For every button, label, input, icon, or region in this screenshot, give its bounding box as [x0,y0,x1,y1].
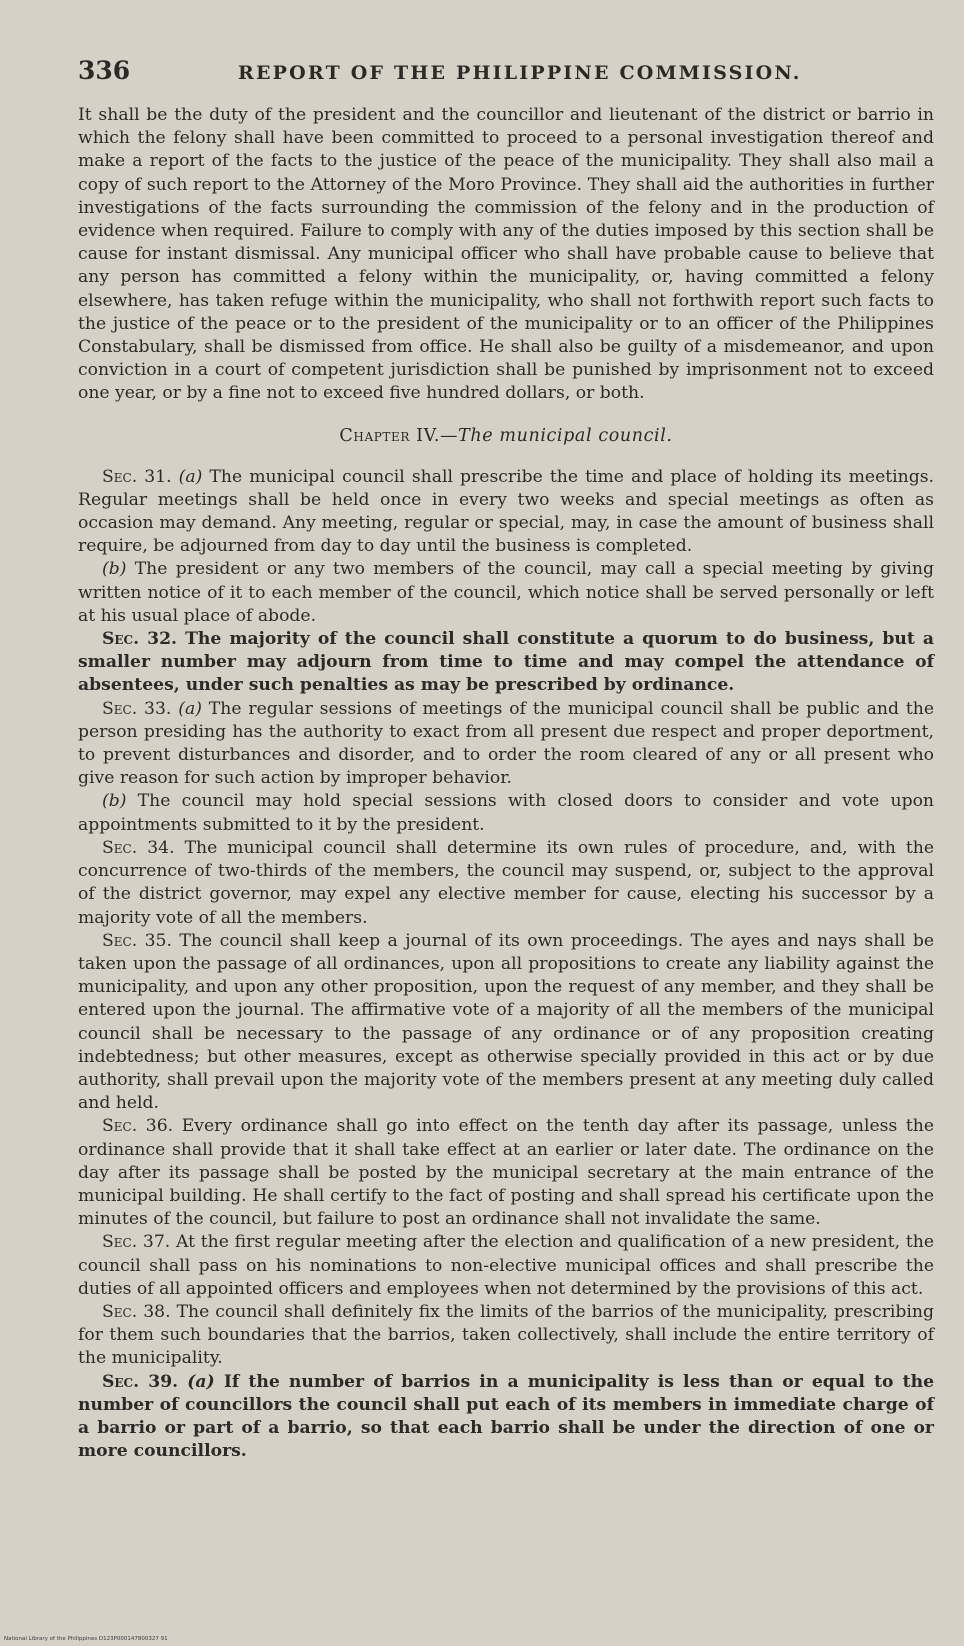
section-32 [78,628,934,698]
scan-source-note: National Library of the Philippines D123P000147800327 91 [4,1636,168,1642]
section-37 [78,1231,934,1301]
chapter-title: The municipal council. [458,425,673,446]
section-text: The municipal council shall prescribe the time and place of holding its meetings. Regular meetings shall be held once in every two weeks and special meetings as often as occasion may demand. Any meeting, regular or special, may, in case the amount of business shall require, be adjourned from day to day until the business is completed. [78,466,935,557]
subsection-marker: (a) [178,698,202,719]
section-text: The council shall definitely fix the limits of the barrios of the municipality, prescribing for them such boundaries that the barrios, taken collectively, shall include the entire territory of the municipality. [78,1301,935,1369]
subsection-marker: (b) [102,559,127,580]
section-text: The president or any two members of the council, may call a special meeting by giving written notice of it to each member of the council, which notice shall be served personally or left at his usual place of abode. [78,559,934,626]
section-label: Sec. 37. [102,1232,171,1253]
section-label: Sec. 31. [102,466,172,487]
section-label: Sec. 38. [102,1301,171,1322]
section-label: Sec. 35. [102,930,172,951]
section-text: If the number of barrios in a municipality is less than or equal to the number of councillors the council shall put each of its members in immediate charge of a barrio or part of a barrio, so that each barrio shall be under the direction of one or more councillors. [78,1371,935,1462]
page-number: 336 [78,56,131,85]
section-33b [78,790,934,836]
section-text: Every ordinance shall go into effect on the tenth day after its passage, unless the ordinance shall provide that it shall take effect at an earlier or later date. The ordinance on the day after its passage shall be posted by the municipal secretary at the main entrance of the municipal building. He shall certify to the fact of posting and shall spread his certificate upon the minutes of the council, but failure to post an ordinance shall not invalidate the same. [78,1116,935,1230]
section-label: Sec. 33. [102,698,172,719]
page-header [78,56,934,96]
section-31b [78,558,934,628]
running-head: REPORT OF THE PHILIPPINE COMMISSION. [238,62,802,84]
section-35 [78,930,934,1116]
subsection-marker: (a) [187,1371,215,1392]
subsection-marker: (b) [102,791,127,812]
chapter-heading [78,426,934,446]
section-text: The municipal council shall determine its own rules of procedure, and, with the concurrence of two-thirds of the members, the council may suspend, or, subject to the approval of the district governor, may expel any elective member for cause, electing his successor by a majority vote of all the members. [78,837,934,928]
section-text: The council may hold special sessions with closed doors to consider and vote upon appointments submitted to it by the president. [78,791,934,835]
subsection-marker: (a) [178,466,203,487]
section-label: Sec. 36. [102,1116,174,1137]
section-34 [78,837,934,930]
section-label: Sec. 32. [102,629,178,650]
section-36 [78,1115,934,1231]
section-text: At the first regular meeting after the election and qualification of a new president, the council shall pass on his nominations to non-elective municipal offices and shall prescribe the duties of all appointed officers and employees when not determined by the provisions of this act. [78,1232,934,1299]
section-text: The majority of the council shall constitute a quorum to do business, but a smaller number may adjourn from time to time and may compel the attendance of absentees, under such penalties as may be prescribed by ordinance. [78,629,935,696]
section-39a [78,1371,934,1464]
section-31a [78,466,934,559]
section-label: Sec. 34. [102,837,175,858]
opening-paragraph: It shall be the duty of the president and the councillor and lieutenant of the district or barrio in which the felony shall have been committed to proceed to a personal investigation thereof and make a report of the facts to the justice of the peace of the municipality. They shall also mail a copy of such report to the Attorney of the Moro Province. They shall aid the authorities in further investigations of the facts surrounding the commission of the felony and in the production of evidence when required. Failure to comply with any of the duties imposed by this section shall be cause for instant dismissal. Any municipal officer who shall have probable cause to believe that any person has committed a felony within the municipality, or, having committed a felony elsewhere, has taken refuge within the municipality, who shall not forthwith report such facts to the justice of the peace or to the president of the municipality or to an officer of the Philippines Constabulary, shall be dismissed from office. He shall also be guilty of a misdemeanor, and upon conviction in a court of competent jurisdiction shall be punished by imprisonment not to exceed one year, or by a fine not to exceed five hundred dollars, or both. [78,105,934,404]
chapter-label: Chapter IV. [339,425,441,446]
section-33a [78,698,934,791]
chapter-dash: — [440,425,459,446]
section-label: Sec. 39. [102,1371,179,1392]
section-38 [78,1301,934,1371]
section-text: The council shall keep a journal of its own proceedings. The ayes and nays shall be taken upon the passage of all ordinances, upon all propositions to create any liability against the municipality, and upon any other proposition, upon the request of any member, and they shall be entered upon the journal. The affirmative vote of a majority of all the members of the municipal council shall be necessary to the passage of any ordinance or of any proposition creating indebtedness; but other measures, except as otherwise specially provided in this act or by due authority, shall prevail upon the majority vote of the members present at any meeting duly called and held. [78,930,934,1114]
section-text: The regular sessions of meetings of the municipal council shall be public and the person presiding has the authority to exact from all present due respect and proper deportment, to prevent disturbances and disorder, and to order the room cleared of any or all present who give reason for such action by improper behavior. [78,698,934,789]
